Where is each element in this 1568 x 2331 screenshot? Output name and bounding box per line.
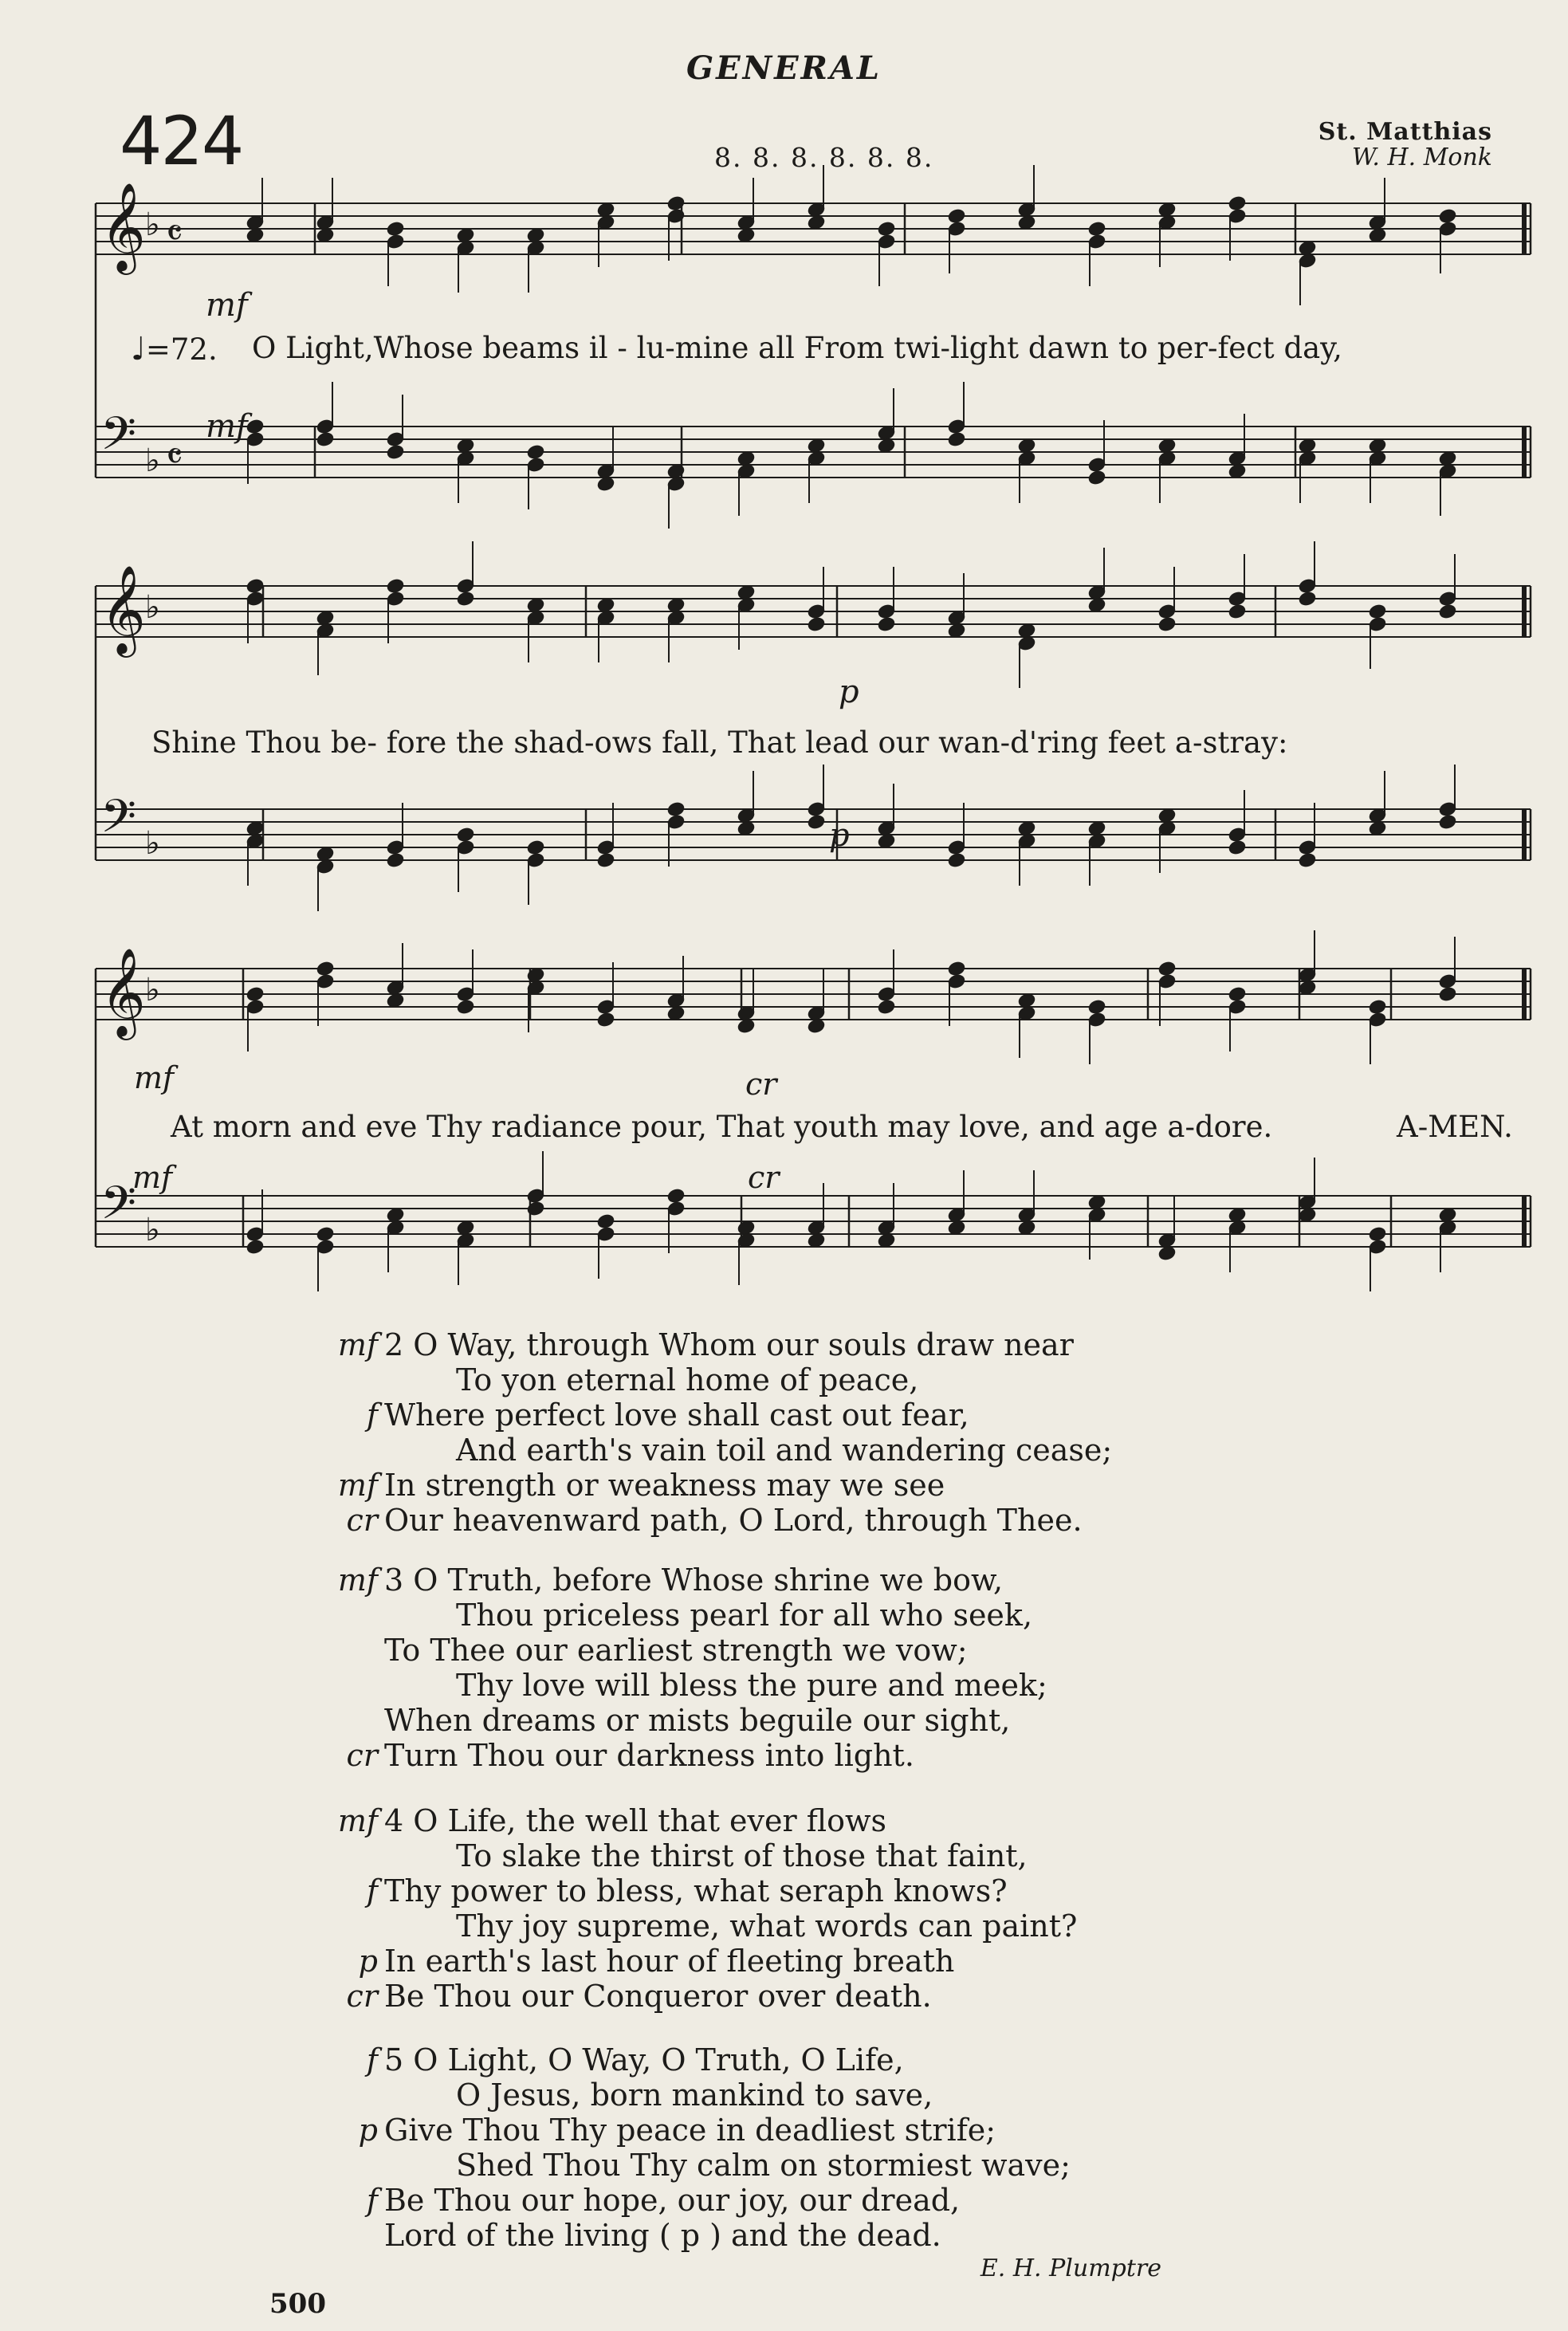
note-head [1228,839,1247,856]
note-head [1298,591,1317,607]
verse-text: Turn Thou our darkness into light. [384,1738,914,1773]
note-head [1298,852,1317,869]
verse-text: Thy power to bless, what seraph knows? [384,1873,1008,1908]
verse-line [335,1563,1003,1598]
verse-text: To Thee our earliest strength we vow; [384,1633,968,1668]
verse-line [335,1633,968,1668]
note-head [1368,1226,1387,1243]
verse-text: To slake the thirst of those that faint, [456,1838,1028,1873]
note-head [947,431,966,448]
note-head [1438,208,1457,225]
note-head [807,814,826,831]
time-signature-icon: 𝄴 [166,211,183,256]
note-head [596,1213,615,1230]
verse-line [335,1397,969,1433]
note-head [526,839,545,856]
verse-text: When dreams or mists beguile our sight, [384,1703,1011,1738]
note-head [386,578,405,595]
dynamic-mark: mf [337,1563,378,1598]
verse-line [335,1873,1008,1908]
note-head [1228,195,1247,212]
verse-line [335,2218,941,2253]
verse-text: 5 O Light, O Way, O Truth, O Life, [384,2042,904,2077]
time-signature-icon: 𝄴 [166,434,183,479]
verse-text: In strength or weakness may we see [384,1468,945,1503]
verse-text: Thy love will bless the pure and meek; [456,1668,1047,1703]
verse-text: In earth's last hour of fleeting breath [384,1944,955,1979]
verse-text: 4 O Life, the well that ever flows [384,1803,886,1838]
dynamic-mf: mf [206,287,248,324]
verse-line [456,2148,1071,2183]
verse-text: 3 O Truth, before Whose shrine we bow, [384,1563,1004,1598]
note-head [1228,603,1247,620]
note-head [596,852,615,869]
verse-text: O Jesus, born mankind to save, [456,2077,933,2113]
dynamic-mark: cr [346,1503,378,1538]
note-head [246,1239,265,1256]
note-head [1087,470,1106,486]
note-head [947,208,966,225]
note-head [1087,999,1106,1016]
note-head [1157,961,1177,977]
note-head [456,591,475,607]
note-head [877,999,896,1016]
verse-line [335,2042,904,2077]
dynamic-p: p [839,674,859,710]
verse-text: Our heavenward path, O Lord, through Thee. [384,1503,1083,1538]
verse-text: Be Thou our hope, our joy, our dread, [384,2183,961,2218]
note-head [807,616,826,633]
note-head [666,195,686,212]
note-head [316,431,335,448]
note-head [246,986,265,1003]
flat-icon: ♭ [145,206,160,243]
note-head [947,852,966,869]
page-number: 500 [269,2288,326,2320]
quarter-note-icon: ♩ [131,331,146,368]
note-head [1228,986,1247,1003]
note-head [947,961,966,977]
lyrics-line-1: O Light,Whose beams il - lu-mine all From twi-light dawn to per-fect day, [252,331,1342,365]
author: E. H. Plumptre [980,2254,1161,2282]
dynamic-cr: cr [745,1067,777,1102]
amen: A-MEN. [1397,1110,1513,1144]
verse-text: Shed Thou Thy calm on stormiest wave; [456,2148,1071,2183]
flat-icon: ♭ [145,589,160,626]
verse-line [456,2077,933,2113]
verse-line [456,1668,1047,1703]
hymn-number: 424 [120,102,243,180]
dynamic-mark: mf [337,1803,378,1838]
verse-line [456,1838,1028,1873]
dynamic-mark: mf [337,1327,378,1362]
verse-line [335,2183,960,2218]
dynamic-cr: cr [748,1160,780,1195]
flat-icon: ♭ [145,1212,160,1248]
note-head [386,852,405,869]
note-head [1157,616,1177,633]
verse-line [456,1433,1112,1468]
dynamic-mark: cr [346,1979,378,2014]
verse-line [456,1362,918,1397]
verse-line [335,1503,1083,1538]
dynamic-mark: f [366,1397,378,1433]
verse-line [335,1979,932,2014]
note-head [877,221,896,238]
composer-name: W. H. Monk [1351,143,1492,171]
verse-text: Lord of the living ( p ) and the dead. [384,2218,941,2253]
verse-text: Thy joy supreme, what words can paint? [456,1908,1078,1944]
dynamic-mf: mf [206,408,248,445]
tune-name: St. Matthias [1318,118,1492,146]
note-head [526,1201,545,1217]
bass-clef-icon: 𝄢 [100,1176,137,1241]
note-head [456,999,475,1016]
note-head [877,616,896,633]
verse-text: And earth's vain toil and wandering cease; [456,1433,1113,1468]
verse-line [456,1598,1032,1633]
flat-icon: ♭ [145,442,160,479]
verse-line [335,1738,914,1773]
verse-text: Give Thou Thy peace in deadliest strife; [384,2113,996,2148]
dynamic-mf: mf [132,1160,173,1195]
note-head [456,827,475,843]
dynamic-p: p [829,817,850,854]
note-head [1368,999,1387,1016]
note-head [1368,603,1387,620]
dynamic-mark: mf [337,1468,378,1503]
hymn-meter: 8. 8. 8. 8. 8. 8. [714,142,934,173]
note-head [526,444,545,461]
note-head [666,1188,686,1205]
tempo-mark: ♩=72. [131,331,218,368]
note-head [1438,814,1457,831]
note-head [246,578,265,595]
note-head [1087,221,1106,238]
dynamic-mark: f [366,1873,378,1908]
flat-icon: ♭ [145,825,160,862]
verse-line [335,1468,945,1503]
dynamic-mark: f [366,2183,378,2218]
verse-text: 2 O Way, through Whom our souls draw near [384,1327,1074,1362]
note-head [386,221,405,238]
dynamic-mark: f [366,2042,378,2077]
bass-clef-icon: 𝄢 [100,789,137,855]
verse-text: Thou priceless pearl for all who seek, [456,1598,1033,1633]
note-head [316,961,335,977]
treble-clef-icon: 𝄞 [100,564,146,654]
lyrics-line-2: Shine Thou be- fore the shad-ows fall, That lead our wan-d'ring feet a-stray: [151,725,1288,760]
verse-line [335,1327,1074,1362]
dynamic-mark: p [358,2113,378,2148]
verse-line [335,1803,886,1838]
note-head [246,419,265,435]
verse-line [335,1944,954,1979]
verse-line [335,2113,996,2148]
note-head [1438,603,1457,620]
dynamic-mark: cr [346,1738,378,1773]
dynamic-mark: p [358,1944,378,1979]
note-head [1438,986,1457,1003]
section-heading: GENERAL [686,49,882,87]
flat-icon: ♭ [145,972,160,1008]
treble-clef-icon: 𝄞 [100,182,146,271]
lyrics-line-3: At morn and eve Thy radiance pour, That youth may love, and age a-dore. [171,1110,1273,1144]
verse-text: Be Thou our Conqueror over death. [384,1979,932,2014]
verse-text: To yon eternal home of peace, [456,1362,919,1397]
note-head [666,801,686,818]
note-head [596,1012,615,1028]
verse-text: Where perfect love shall cast out fear, [384,1397,969,1433]
verse-line [335,1703,1010,1738]
bass-clef-icon: 𝄢 [100,407,137,472]
verse-line [456,1908,1077,1944]
dynamic-mf: mf [134,1060,175,1095]
note-head [316,1226,335,1243]
note-head [386,444,405,461]
treble-clef-icon: 𝄞 [100,947,146,1036]
